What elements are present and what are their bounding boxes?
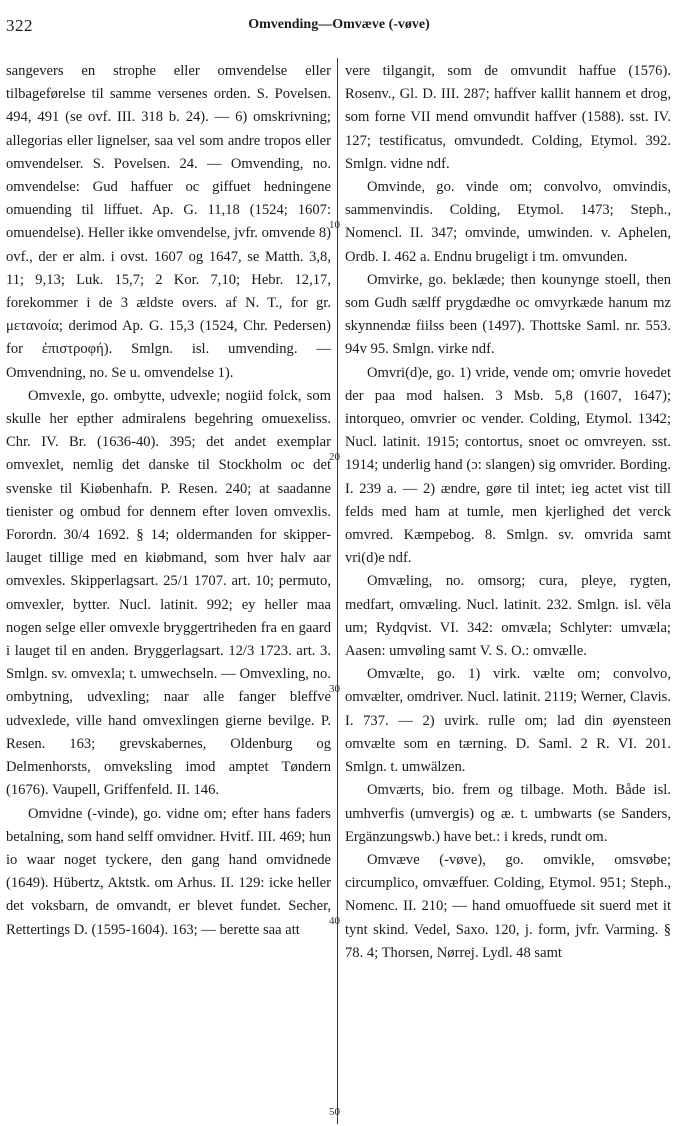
entry-omvaeve: Omvæve (-vøve), go. omvikle, omsvøbe; circumplico, omvæffuer. Colding, Etymol. 951; Steph., Nomenc. II. 210; — hand omuoffuede sit suerd met it tynt skind. Vedel, Saxo. 120, j. form, jvfr. Varming. § 78. 4; Thorsen, Nørrej. Lydl. 48 samt <box>345 851 671 961</box>
entry-omvexle: Omvexle, go. ombytte, udvexle; nogiid folck, som skulle her epther admiralens begehring omuexeliss. Chr. IV. Br. (1636-40). 395; det andet exemplar omvexlet, nemlig det danske til Stockholm oc det svenske til Kiøbenhafn. P. Resen. 240; at saadanne tienister og ombud for dennem efter loven omvexlis. Forordn. 30/4 1692. § 14; oldermanden for skipper-lauget tillige med en kiøbmand, som hver halv aar omvexles. Skipperlagsart. 25/1 1707. art. 10; permuto, omvexler, bytter. Nucl. latinit. 992; ey heller maa nogen selge eller omvexle bryggertriheden fra en gaard i lauget til en anden. Bryggerlagsart. 12/3 1723. art. 3. Smlgn. sv. omvexla; t. umwechseln. — Omvexling, no. ombytning, udvexling; naar alle fanger bleffve udvexlede, ville hand omvexlingen gierne bevilge. P. Resen. 163; grevskabernes, Oldenburg og Delmenhorsts, omveksling imod amptet Tøndern (1676). Vaupell, Griffenfeld. II. 146. <box>6 387 331 799</box>
line-number: 20 <box>329 451 340 463</box>
entry-omvidne: Omvidne (-vinde), go. vidne om; efter hans faders betalning, som hand selff omvidner. Hvitf. III. 469; hun io waar noget tyckere, den gang hand omvidnede (1649). Hübertz, Aktstk. om Arhus. II. 129: icke heller det voksbarn, de omvandt, er blevet fundet. Secher, Rettertings D. (1595-1604). 163; — berette saa att <box>6 805 331 938</box>
line-number: 40 <box>329 915 340 927</box>
line-number: 50 <box>329 1106 340 1118</box>
entry-omvride: Omvri(d)e, go. 1) vride, vende om; omvrie hovedet der paa mod halsen. 3 Msb. 5,8 (1607, 1647); intorqueo, omvrier oc vender. Colding, Etymol. 1342; Nucl. latinit. 1915; contortus, snoet oc omvreyen. sst. 1914; underlig hand (ɔ: slangen) sig omvrider. Bording. I. 239 a. — 2) ændre, gøre til intet; ieg actet vist till felds med ham at tumle, men kjerlighed det verck omvred. Kæmpebog. 8. Smlgn. sv. omvrida samt vri(d)e ndf. <box>345 364 671 567</box>
line-number: 10 <box>329 219 340 231</box>
left-column <box>6 60 331 942</box>
right-column <box>345 60 671 965</box>
entry-omvidne-continued: vere tilgangit, som de omvundit haffue (1576). Rosenv., Gl. D. III. 287; haffver kallit hannem et drog, som forne VII mend omvundit haffver (1588). sst. IV. 127; testificatus, omvundedt. Colding, Etymol. 392. Smlgn. vidne ndf. <box>345 63 671 172</box>
line-number: 30 <box>329 683 340 695</box>
page-number: 322 <box>6 16 33 35</box>
entry-omvaelte: Omvælte, go. 1) virk. vælte om; convolvo, omvælter, omdriver. Nucl. latinit. 2119; Werner, Clavis. I. 737. — 2) uvirk. rulle om; lad din øyensteen omvælte som en tærning. D. Saml. 2 R. VI. 201. Smlgn. t. umwälzen. <box>345 666 671 776</box>
entry-omvaerts: Omværts, bio. frem og tilbage. Moth. Både isl. umhverfis (umvergis) og æ. t. umbwarts (se Sanders, Ergänzungswb.) have bet.: i kreds, rundt om. <box>345 782 671 845</box>
entry-omvaeling: Omvæling, no. omsorg; cura, pleye, rygten, medfart, omvæling. Nucl. latinit. 232. Smlgn. isl. vēla um; Rydqvist. VI. 342: omvæla; Schlyter: umvæla; Aasen: umvøling samt V. S. O.: omvælle. <box>345 573 671 660</box>
running-title: Omvending—Omvæve (-vøve) <box>248 17 430 32</box>
running-header <box>6 14 672 36</box>
entry-omvende-continued: sangevers en strophe eller omvendelse eller tilbageførelse til samme versenes orden. S. Povelsen. 494, 491 (se ovf. III. 318 b. 24). — 6) omskrivning; allegorias eller lignelser, saa vel som andre tropos eller omvendelser. S. Povelsen. 24. — Omvending, no. omvendelse: Gud haffuer oc giffuet hedningene omuending til liffuet. Ap. G. 11,18 (1524; 1607: omuendelse). Heller ikke omvendelse, jvfr. omvende 8) ovf., der er alm. i ovst. 1607 og 1647, se Matth. 3,8, 11; 9,13; Luk. 15,7; 2 Kor. 7,10; Hebr. 12,17, forekommer i de 3 ældste overs. af N. T., for gr. μετανοία; derimod Ap. G. 15,3 (1524, Chr. Pedersen) for ἐπιστροφή). Smlgn. isl. umvending. — Omvendning, no. Se u. omvendelse 1). <box>6 63 331 381</box>
entry-omvirke: Omvirke, go. beklæde; then kounynge stoell, then som Gudh sælff prygdædhe oc omvyrkæde hanum mz skynnendæ fiilss been (1497). Thottske Saml. nr. 553. 94v 95. Smlgn. virke ndf. <box>345 271 671 358</box>
column-divider <box>337 58 338 1124</box>
entry-omvinde: Omvinde, go. vinde om; convolvo, omvindis, sammenvindis. Colding, Etymol. 1473; Steph., Nomencl. II. 347; omvinde, umwinden. v. Aphelen, Ordb. I. 462 a. Endnu brugeligt i tm. omvunden. <box>345 179 671 265</box>
